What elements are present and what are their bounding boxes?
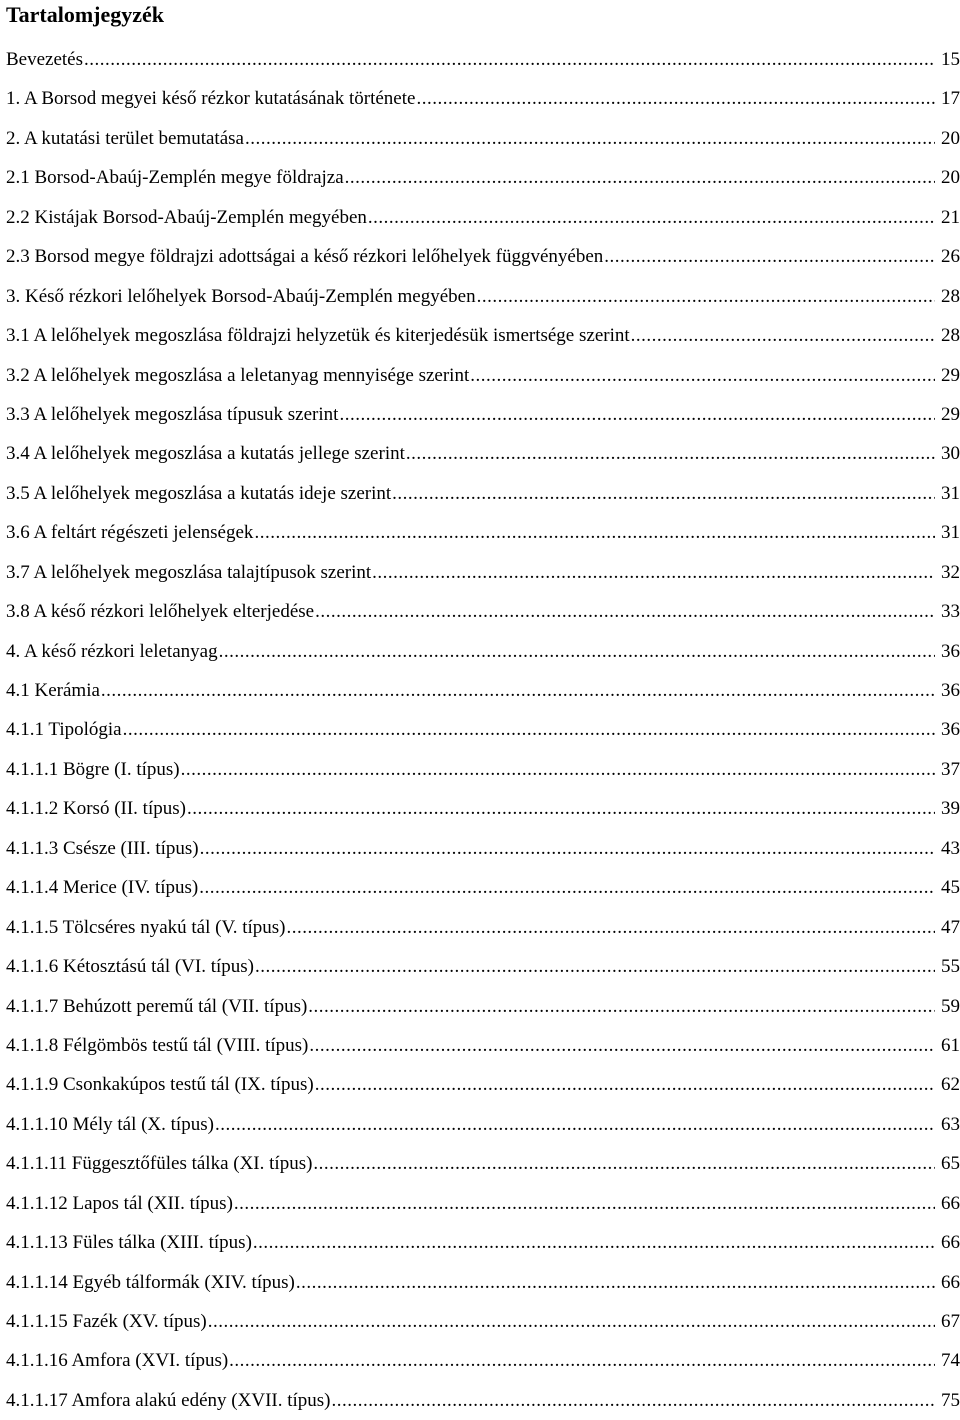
- dot-leader: [315, 592, 935, 631]
- toc-entry[interactable]: [6, 1263, 960, 1302]
- toc-entry-page-number: 66: [941, 1192, 960, 1214]
- toc-entry-page-number: 28: [941, 285, 960, 307]
- toc-entry-label: 4.1.1.1 Bögre (I. típus): [6, 758, 180, 780]
- toc-entry-page-number: 67: [941, 1311, 960, 1332]
- toc-entry[interactable]: [6, 1026, 960, 1065]
- toc-entry-page-number: 29: [941, 403, 960, 425]
- toc-entry-label: 3.6 A feltárt régészeti jelenségek: [6, 522, 254, 544]
- dot-leader: [181, 750, 935, 789]
- toc-entry-page-number: 45: [941, 877, 960, 899]
- toc-entry[interactable]: [6, 474, 960, 513]
- dot-leader: [296, 1263, 935, 1302]
- toc-entry[interactable]: [6, 829, 960, 868]
- toc-entry-page-number: 15: [941, 49, 960, 70]
- dot-leader: [315, 1065, 935, 1104]
- toc-entry[interactable]: [6, 1341, 960, 1380]
- dot-leader: [372, 553, 935, 592]
- toc-entry-label: 3.1 A lelőhelyek megoszlása földrajzi helyzetük és kiterjedésük ismertsége szerint: [6, 325, 630, 347]
- dot-leader: [416, 79, 935, 118]
- dot-leader: [199, 868, 935, 907]
- toc-entry[interactable]: [6, 40, 960, 79]
- toc-entry-label: 4.1.1.2 Korsó (II. típus): [6, 798, 186, 820]
- toc-entry-page-number: 62: [941, 1074, 960, 1096]
- toc-entry-label: 4.1.1.12 Lapos tál (XII. típus): [6, 1192, 233, 1214]
- toc-title: Tartalomjegyzék: [6, 2, 165, 27]
- toc-entry-page-number: 59: [941, 995, 960, 1017]
- toc-entry[interactable]: [6, 750, 960, 789]
- dot-leader: [309, 1026, 935, 1065]
- dot-leader: [253, 1223, 935, 1262]
- toc-entry[interactable]: [6, 198, 960, 237]
- toc-entry-label: 4.1.1.3 Csésze (III. típus): [6, 837, 199, 859]
- toc-entry-label: 3. Késő rézkori lelőhelyek Borsod-Abaúj-Zemplén megyében: [6, 285, 476, 307]
- toc-entry[interactable]: [6, 1223, 960, 1262]
- toc-entry-page-number: 28: [941, 325, 960, 347]
- toc-page: [6, 0, 960, 1420]
- toc-entry-page-number: 30: [941, 443, 960, 465]
- toc-entry-page-number: 74: [941, 1350, 960, 1372]
- toc-entry-page-number: 32: [941, 561, 960, 583]
- dot-leader: [368, 198, 935, 237]
- toc-entry-label: 4.1.1.7 Behúzott peremű tál (VII. típus): [6, 995, 308, 1017]
- dot-leader: [245, 119, 935, 158]
- dot-leader: [101, 671, 935, 710]
- toc-entry-label: 4.1.1.5 Tölcséres nyakú tál (V. típus): [6, 916, 286, 938]
- dot-leader: [187, 789, 935, 828]
- toc-entry[interactable]: [6, 1302, 960, 1341]
- toc-entry[interactable]: [6, 119, 960, 158]
- dot-leader: [470, 356, 935, 395]
- dot-leader: [392, 474, 935, 513]
- toc-entry-label: 4.1.1.6 Kétosztású tál (VI. típus): [6, 956, 255, 978]
- toc-entry-label: 4.1.1.8 Félgömbös testű tál (VIII. típus): [6, 1034, 309, 1056]
- toc-entry-label: 1. A Borsod megyei késő rézkor kutatásának története: [6, 88, 416, 110]
- toc-entry-label: 3.2 A lelőhelyek megoszlása a leletanyag mennyisége szerint: [6, 364, 470, 386]
- toc-entry-page-number: 55: [941, 956, 960, 978]
- toc-entry[interactable]: [6, 1105, 960, 1144]
- toc-entry-label: 4.1.1.15 Fazék (XV. típus): [6, 1311, 207, 1332]
- toc-entry-page-number: 36: [941, 719, 960, 741]
- toc-entry-label: 4.1.1.14 Egyéb tálformák (XIV. típus): [6, 1271, 295, 1293]
- toc-entry[interactable]: [6, 277, 960, 316]
- toc-entry-page-number: 31: [941, 482, 960, 504]
- toc-entry[interactable]: [6, 316, 960, 355]
- toc-entry[interactable]: [6, 79, 960, 118]
- dot-leader: [254, 513, 935, 552]
- dot-leader: [208, 1302, 935, 1341]
- toc-entry[interactable]: [6, 395, 960, 434]
- toc-entry-page-number: 39: [941, 798, 960, 820]
- dot-leader: [332, 1381, 935, 1420]
- toc-entry[interactable]: [6, 987, 960, 1026]
- toc-entry-label: Bevezetés: [6, 49, 84, 70]
- toc-entry-page-number: 65: [941, 1153, 960, 1175]
- toc-entry-label: 4.1.1.10 Mély tál (X. típus): [6, 1113, 214, 1135]
- toc-entry-page-number: 36: [941, 680, 960, 701]
- toc-entry-label: 3.3 A lelőhelyek megoszlása típusuk szerint: [6, 403, 339, 425]
- toc-entry[interactable]: [6, 592, 960, 631]
- dot-leader: [339, 395, 935, 434]
- toc-entry-label: 4.1.1.11 Függesztőfüles tálka (XI. típus): [6, 1153, 313, 1175]
- dot-leader: [215, 1105, 935, 1144]
- toc-list: [6, 40, 960, 1420]
- toc-entry-page-number: 26: [941, 246, 960, 268]
- toc-entry-label: 4.1.1 Tipológia: [6, 719, 122, 741]
- toc-entry-label: 3.7 A lelőhelyek megoszlása talajtípusok szerint: [6, 561, 372, 583]
- toc-entry-page-number: 43: [941, 837, 960, 859]
- toc-entry[interactable]: [6, 868, 960, 907]
- toc-entry-label: 4.1.1.4 Merice (IV. típus): [6, 877, 199, 899]
- toc-entry-page-number: 66: [941, 1232, 960, 1254]
- toc-entry-page-number: 20: [941, 167, 960, 189]
- toc-entry-page-number: 29: [941, 364, 960, 386]
- toc-entry-page-number: 21: [941, 206, 960, 228]
- toc-entry[interactable]: [6, 789, 960, 828]
- toc-entry-page-number: 66: [941, 1271, 960, 1293]
- toc-entry[interactable]: [6, 356, 960, 395]
- dot-leader: [604, 237, 935, 276]
- toc-entry[interactable]: [6, 513, 960, 552]
- toc-entry[interactable]: [6, 710, 960, 749]
- toc-entry-label: 3.8 A késő rézkori lelőhelyek elterjedése: [6, 601, 315, 623]
- dot-leader: [123, 710, 935, 749]
- dot-leader: [219, 632, 935, 671]
- toc-entry-label: 4.1.1.17 Amfora alakú edény (XVII. típus): [6, 1389, 331, 1411]
- dot-leader: [308, 987, 935, 1026]
- toc-entry[interactable]: [6, 237, 960, 276]
- dot-leader: [345, 158, 935, 197]
- toc-entry-page-number: 63: [941, 1113, 960, 1135]
- toc-entry-label: 4.1.1.9 Csonkakúpos testű tál (IX. típus): [6, 1074, 314, 1096]
- toc-entry-page-number: 61: [941, 1034, 960, 1056]
- toc-entry-label: 2.3 Borsod megye földrajzi adottságai a késő rézkori lelőhelyek függvényében: [6, 246, 604, 268]
- toc-entry-page-number: 17: [941, 88, 960, 110]
- toc-entry-label: 2. A kutatási terület bemutatása: [6, 127, 244, 149]
- dot-leader: [631, 316, 935, 355]
- toc-entry[interactable]: [6, 1184, 960, 1223]
- toc-entry-label: 4.1 Kerámia: [6, 680, 100, 701]
- toc-entry[interactable]: [6, 553, 960, 592]
- toc-entry-label: 4.1.1.13 Füles tálka (XIII. típus): [6, 1232, 252, 1254]
- toc-entry-label: 4.1.1.16 Amfora (XVI. típus): [6, 1350, 229, 1372]
- toc-entry[interactable]: [6, 158, 960, 197]
- toc-entry-label: 3.4 A lelőhelyek megoszlása a kutatás jellege szerint: [6, 443, 405, 465]
- dot-leader: [313, 1144, 935, 1183]
- toc-entry-label: 4. A késő rézkori leletanyag: [6, 640, 218, 662]
- toc-entry-page-number: 37: [941, 758, 960, 780]
- toc-entry-label: 3.5 A lelőhelyek megoszlása a kutatás ideje szerint: [6, 482, 392, 504]
- dot-leader: [255, 947, 935, 986]
- toc-entry[interactable]: [6, 1144, 960, 1183]
- dot-leader: [477, 277, 935, 316]
- toc-entry-label: 2.2 Kistájak Borsod-Abaúj-Zemplén megyében: [6, 206, 367, 228]
- toc-entry-page-number: 20: [941, 127, 960, 149]
- dot-leader: [200, 829, 935, 868]
- dot-leader: [287, 908, 935, 947]
- dot-leader: [229, 1341, 935, 1380]
- toc-entry[interactable]: [6, 947, 960, 986]
- toc-entry[interactable]: [6, 908, 960, 947]
- toc-entry[interactable]: [6, 632, 960, 671]
- toc-entry[interactable]: [6, 1381, 960, 1420]
- toc-entry-page-number: 36: [941, 640, 960, 662]
- toc-entry-label: 2.1 Borsod-Abaúj-Zemplén megye földrajza: [6, 167, 344, 189]
- toc-entry[interactable]: [6, 434, 960, 473]
- toc-entry-page-number: 31: [941, 522, 960, 544]
- dot-leader: [406, 434, 935, 473]
- dot-leader: [234, 1184, 935, 1223]
- toc-entry-page-number: 75: [941, 1389, 960, 1411]
- toc-entry-page-number: 47: [941, 916, 960, 938]
- toc-entry[interactable]: [6, 671, 960, 710]
- dot-leader: [84, 40, 935, 79]
- toc-entry[interactable]: [6, 1065, 960, 1104]
- toc-entry-page-number: 33: [941, 601, 960, 623]
